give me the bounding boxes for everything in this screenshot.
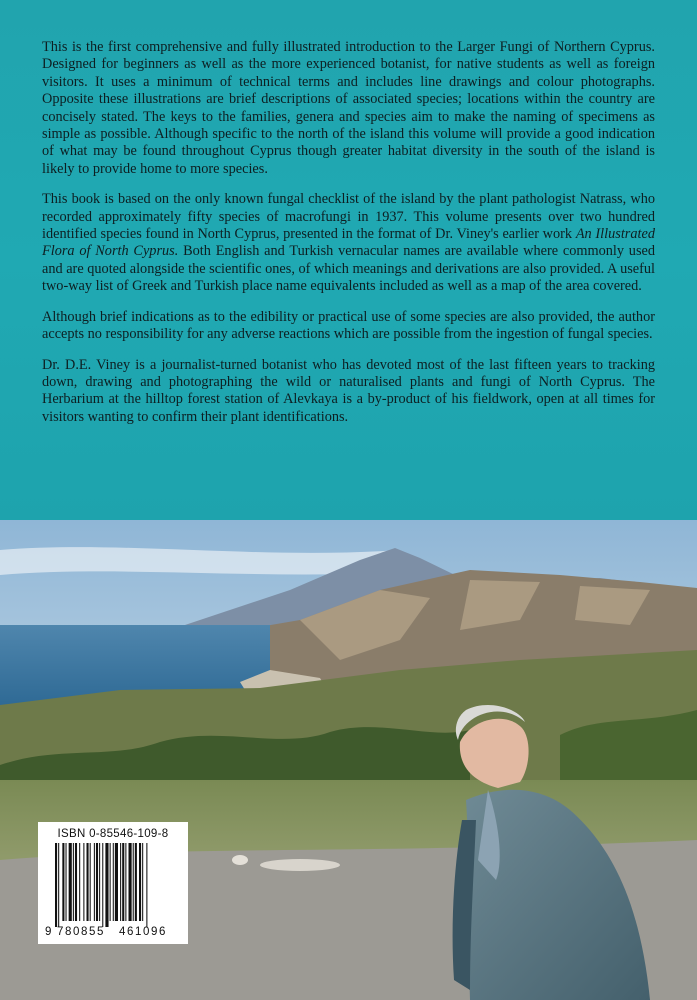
- ean-digits: [45, 927, 181, 941]
- ean-digits-right: 461096: [119, 926, 167, 938]
- barcode-bar: [135, 843, 137, 921]
- barcode-bar: [113, 843, 114, 921]
- barcode-bar: [69, 843, 72, 921]
- barcode-bar: [102, 843, 103, 927]
- stones: [260, 859, 340, 871]
- barcode-bars: [45, 843, 181, 927]
- blurb-paragraph-disclaimer: Although brief indications as to the edibility or practical use of some species are also provided, the author accepts no responsibility for any adverse reactions which are possible from the ingestion of fungal species.: [42, 308, 655, 343]
- earlier-work-title: An Illustrated Flora of North Cyprus.: [42, 226, 655, 260]
- ean-digits-left: 780855: [57, 926, 105, 938]
- ean-digit-first: 9: [45, 926, 53, 938]
- barcode-bar: [99, 843, 100, 921]
- barcode-bar: [122, 843, 124, 921]
- paragraph-checklist-lead: This book is based on the only known fungal checklist of the island by the plant pathologist Natrass, who recorded approximately fifty species of macrofungi in 1937. This volume presents over two hundred identified species found in North Cyprus, presented in the format of Dr. Viney's earlier work: [42, 191, 655, 243]
- barcode-bar: [110, 843, 111, 921]
- barcode-bar: [90, 843, 91, 921]
- barcode-bar: [129, 843, 132, 921]
- barcode-bar: [83, 843, 84, 921]
- barcode-bar: [96, 843, 98, 921]
- barcode-bar: [55, 843, 57, 927]
- barcode-bar: [62, 843, 64, 921]
- barcode-bar: [142, 843, 143, 921]
- blurb-paragraph-checklist: [42, 191, 655, 295]
- barcode-bar: [94, 843, 95, 921]
- barcode-bar: [79, 843, 80, 921]
- barcode-bar: [146, 843, 147, 927]
- blurb-paragraph-intro: This is the first comprehensive and fully illustrated introduction to the Larger Fungi of Northern Cyprus. Designed for beginners as well as the more experienced botanist, for native students as well as foreign visitors. It uses a minimum of technical terms and includes line drawings and colour photographs. Opposite these illustrations are brief descriptions of associated species; locations within the country are concisely stated. The keys to the families, genera and species aim to make the naming of specimens as simple as possible. Although specific to the north of the island this volume will provide a good indication of what may be found throughout Cyprus though greater habitat diversity in the south of the island is likely to provide home to more species.: [42, 39, 655, 177]
- barcode-bar: [120, 843, 121, 921]
- barcode-bar: [115, 843, 118, 921]
- blurb-paragraph-author: Dr. D.E. Viney is a journalist-turned botanist who has devoted most of the last fifteen years to tracking down, drawing and photographing the wild or naturalised plants and fungi of North Cyprus. The Herbarium at the hilltop forest station of Alevkaya is a by-product of his fieldwork, open at all times for visitors wanting to confirm their plant identifications.: [42, 356, 655, 425]
- paragraph-checklist-tail: Both English and Turkish vernacular names are available where commonly used and are quoted alongside the scientific ones, of which meanings and derivations are also provided. A useful two-way list of Greek and Turkish place name equivalents included as well as a map of the area covered.: [42, 243, 656, 295]
- barcode-bar: [105, 843, 108, 927]
- isbn-barcode: [38, 822, 188, 944]
- barcode-bar: [66, 843, 67, 921]
- isbn-label: ISBN 0-85546-109-8: [57, 828, 169, 840]
- barcode-bar: [87, 843, 89, 921]
- barcode-bar: [75, 843, 77, 921]
- barcode-bar: [73, 843, 74, 921]
- barcode-bar: [58, 843, 59, 927]
- barcode-bar: [133, 843, 134, 921]
- barcode-bar: [139, 843, 141, 921]
- barcode-bar: [125, 843, 126, 921]
